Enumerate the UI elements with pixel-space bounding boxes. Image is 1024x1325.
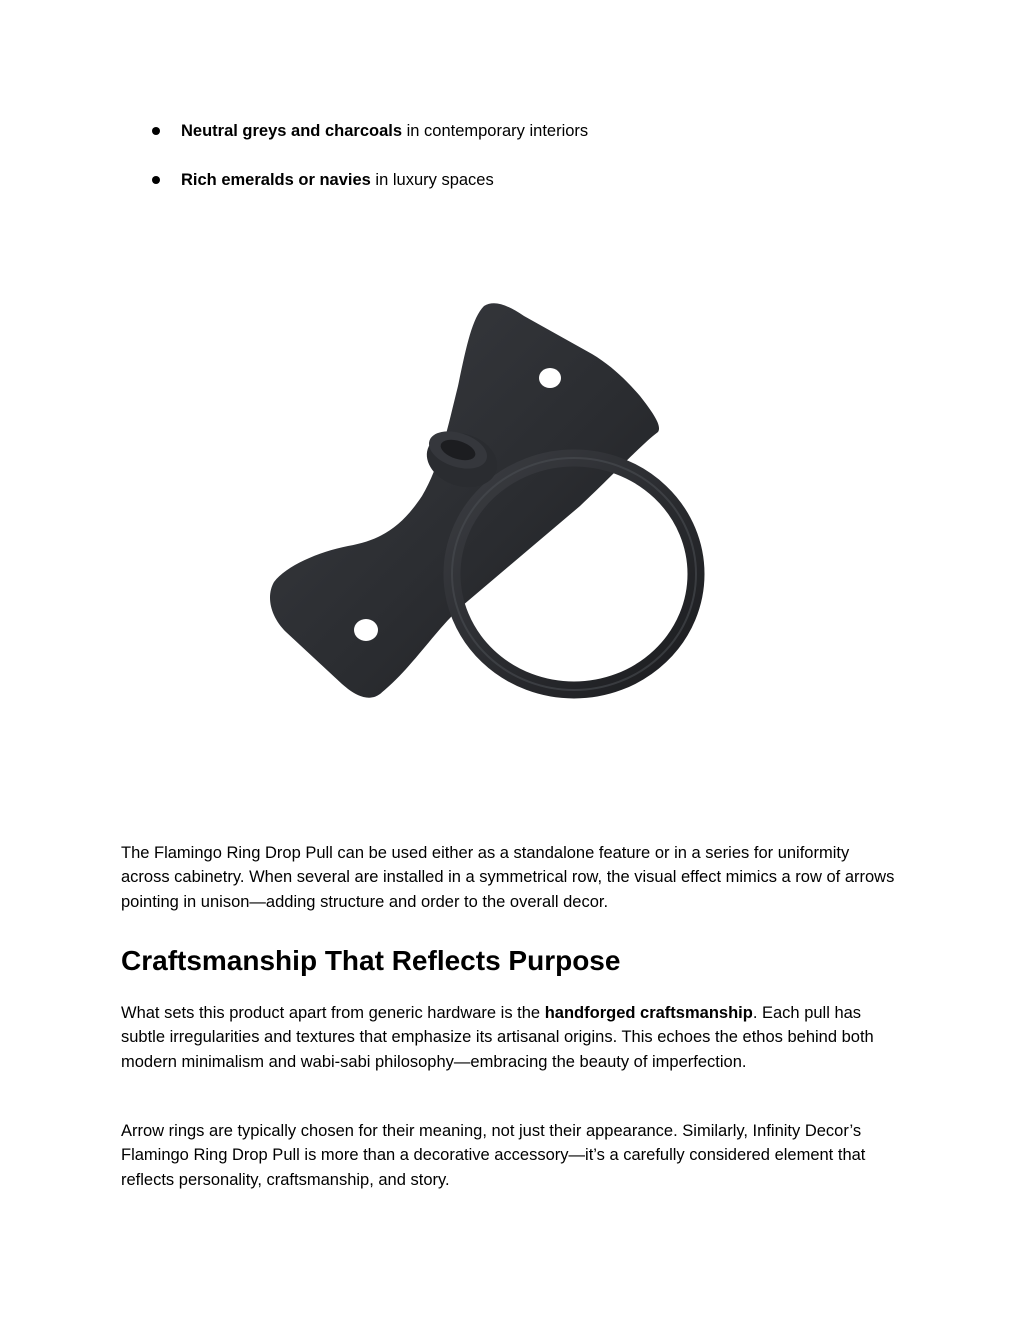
paragraph-text: . Each pull has subtle irregularities and textures that emphasize its artisanal origins. This echoes the ethos behind both modern minimalism and wabi-sabi philosophy—embracing the beauty of imperfection. xyxy=(121,1004,874,1071)
paragraph-bold-text: handforged craftsmanship xyxy=(544,1004,753,1022)
bullet-icon xyxy=(152,127,160,135)
paragraph-text: What sets this product apart from generic hardware is the xyxy=(121,1004,545,1022)
ring-drop-pull-image xyxy=(262,296,722,706)
body-paragraph: Arrow rings are typically chosen for their meaning, not just their appearance. Similarly, Infinity Decor’s Flamingo Ring Drop Pull is more than a decorative accessory—it’s a carefully considered element that reflects personality, craftsmanship, and story. xyxy=(121,1122,866,1189)
ring-drop-pull-icon xyxy=(262,296,722,706)
bullet-text: in contemporary interiors xyxy=(402,122,589,140)
bullet-icon xyxy=(152,176,160,184)
screw-hole xyxy=(354,619,378,641)
section-heading: Craftsmanship That Reflects Purpose xyxy=(121,945,621,976)
body-paragraph: The Flamingo Ring Drop Pull can be used either as a standalone feature or in a series for uniformity across cabinetry. When several are installed in a symmetrical row, the visual effect mimics a row of arrows pointing in unison—adding structure and order to the overall decor. xyxy=(121,844,895,911)
body-paragraph xyxy=(121,1001,901,1074)
bullet-bold-text: Neutral greys and charcoals xyxy=(181,122,403,140)
bullet-text: in luxury spaces xyxy=(370,171,494,189)
bullet-bold-text: Rich emeralds or navies xyxy=(181,171,371,189)
list-item xyxy=(150,118,588,144)
screw-hole xyxy=(539,368,561,388)
list-item xyxy=(150,167,588,193)
color-bullet-list xyxy=(150,118,588,216)
